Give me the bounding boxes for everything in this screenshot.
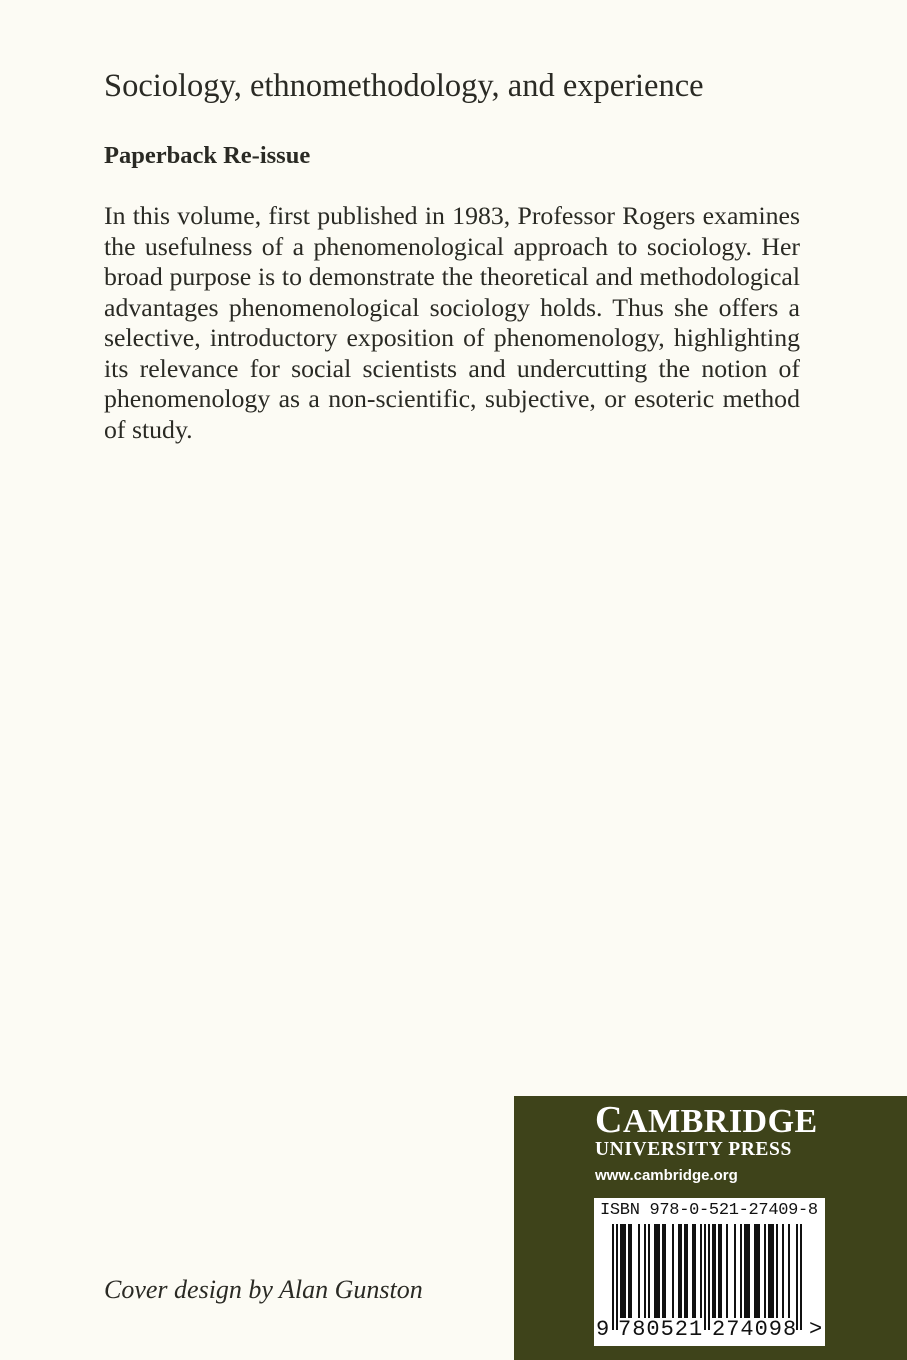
isbn-barcode	[594, 1198, 825, 1346]
barcode-bar	[788, 1224, 790, 1318]
barcode-bar	[638, 1224, 640, 1318]
description-line: phenomenology, highlighting its relevance for social scientists	[104, 323, 800, 383]
barcode-bar	[726, 1224, 728, 1318]
barcode-bar	[658, 1224, 660, 1318]
barcode-bar	[748, 1224, 750, 1318]
barcode-bar	[686, 1224, 688, 1318]
barcode-guard-bar	[704, 1224, 706, 1330]
ean-right-digits: 274098	[712, 1317, 798, 1342]
barcode-bar	[678, 1224, 680, 1318]
barcode-bar	[712, 1224, 714, 1318]
barcode-bar	[756, 1224, 758, 1318]
barcode-bar	[630, 1224, 632, 1318]
barcode-bar	[620, 1224, 622, 1318]
barcode-bar	[720, 1224, 722, 1318]
barcode-bar	[700, 1224, 702, 1318]
cover-design-credit: Cover design by Alan Gunston	[104, 1275, 423, 1304]
barcode-bar	[654, 1224, 656, 1318]
description-line: and undercutting the notion of phenomenology as a non-	[104, 353, 801, 413]
barcode-bar	[664, 1224, 666, 1318]
barcode-bar	[754, 1224, 756, 1318]
barcode-bar	[740, 1224, 742, 1318]
barcode-bar	[718, 1224, 720, 1318]
description-line: and methodological advantages phenomenological sociology	[104, 262, 801, 322]
barcode-bar	[622, 1224, 624, 1318]
isbn-label: ISBN 978-0-521-27409-8	[600, 1201, 818, 1220]
barcode-bar	[694, 1224, 696, 1318]
barcode-bar	[758, 1224, 760, 1318]
barcode-bar	[628, 1224, 630, 1318]
publisher-logo	[595, 1100, 818, 1142]
barcode-guard-bar	[708, 1224, 710, 1330]
publisher-subtitle: UNIVERSITY PRESS	[595, 1139, 792, 1160]
publisher-panel	[514, 1096, 907, 1360]
description-line: examines the usefulness of a phenomenological approach to	[104, 201, 801, 261]
barcode-guard-bar	[796, 1224, 798, 1330]
barcode-bar	[692, 1224, 694, 1318]
description-line: scientific, subjective, or esoteric method of study.	[104, 384, 800, 444]
publisher-name-rest: AMBRIDGE	[622, 1103, 818, 1140]
barcode-bar	[734, 1224, 736, 1318]
description-line: In this volume, first published in 1983, Professor Rogers	[104, 201, 696, 230]
description-line: sociology. Her broad purpose is to demonstrate the theoretical	[104, 231, 800, 291]
barcode-bar	[672, 1224, 674, 1318]
barcode-bar	[764, 1224, 766, 1318]
barcode-bar	[656, 1224, 658, 1318]
barcode-bar	[776, 1224, 778, 1318]
book-title: Sociology, ethnomethodology, and experience	[104, 68, 704, 104]
barcode-bar	[680, 1224, 682, 1318]
barcode-bar	[714, 1224, 716, 1318]
barcode-guard-bar	[616, 1224, 618, 1330]
ean-arrow: >	[809, 1317, 823, 1342]
ean-left-digits: 780521	[618, 1317, 704, 1342]
barcode-bar	[770, 1224, 772, 1318]
barcode-bar	[684, 1224, 686, 1318]
barcode-bar	[624, 1224, 626, 1318]
barcode-guard-bar	[612, 1224, 614, 1330]
barcode-bar	[768, 1224, 770, 1318]
barcode-bar	[644, 1224, 646, 1318]
edition-label: Paperback Re-issue	[104, 142, 311, 169]
book-description	[104, 201, 800, 445]
barcode-guard-bar	[800, 1224, 802, 1330]
barcode-bar	[744, 1224, 746, 1318]
publisher-name-initial: C	[595, 1099, 623, 1141]
description-line: holds. Thus she offers a selective, introductory exposition of	[104, 292, 800, 352]
barcode-bar	[648, 1224, 650, 1318]
publisher-website: www.cambridge.org	[595, 1167, 738, 1184]
barcode-bar	[772, 1224, 774, 1318]
barcode-bar	[782, 1224, 784, 1318]
ean-lead-digit: 9	[596, 1317, 610, 1342]
barcode-bar	[746, 1224, 748, 1318]
barcode-bar	[662, 1224, 664, 1318]
